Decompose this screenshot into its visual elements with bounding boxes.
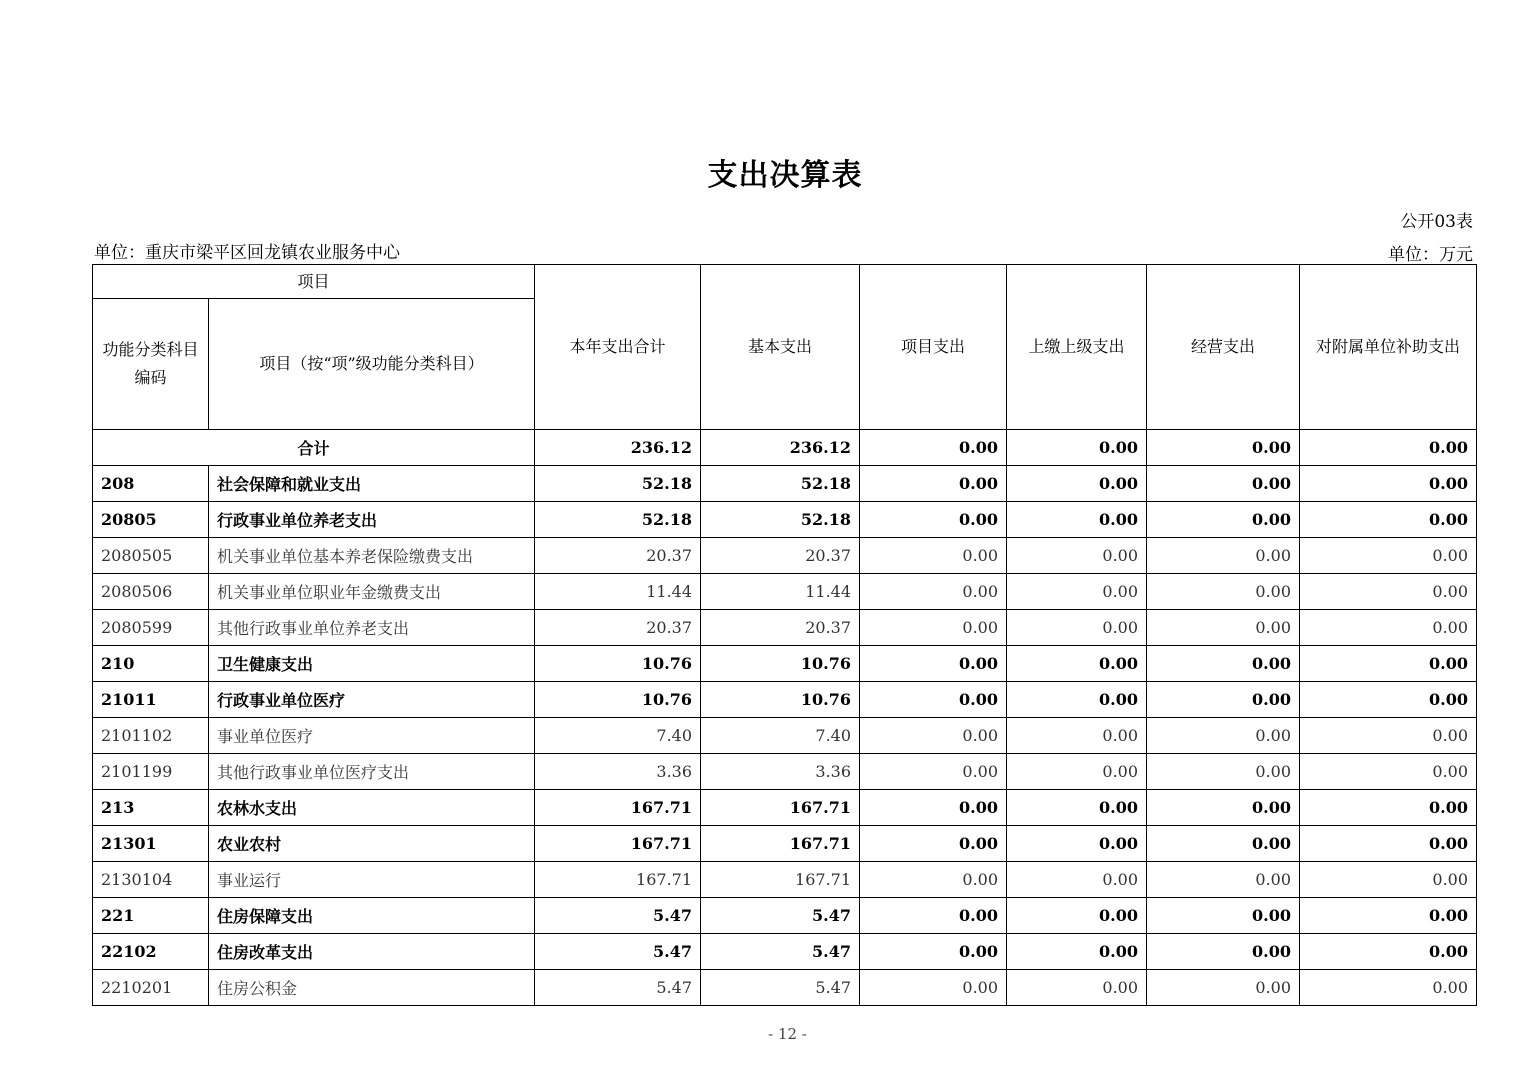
row-value: 0.00 <box>1300 538 1477 574</box>
row-name: 住房保障支出 <box>209 898 535 934</box>
row-value: 52.18 <box>701 502 860 538</box>
row-value: 5.47 <box>535 970 701 1006</box>
row-value: 0.00 <box>1147 574 1300 610</box>
row-value: 0.00 <box>1300 682 1477 718</box>
row-value: 0.00 <box>1300 898 1477 934</box>
row-value: 5.47 <box>701 970 860 1006</box>
row-code: 2101199 <box>93 754 209 790</box>
row-value: 0.00 <box>1300 610 1477 646</box>
expenditure-table <box>92 264 1477 1006</box>
row-code: 2080506 <box>93 574 209 610</box>
row-value: 11.44 <box>701 574 860 610</box>
row-value: 0.00 <box>1147 610 1300 646</box>
row-name: 行政事业单位医疗 <box>209 682 535 718</box>
row-code: 221 <box>93 898 209 934</box>
row-value: 0.00 <box>860 826 1007 862</box>
row-code: 208 <box>93 466 209 502</box>
row-value: 0.00 <box>1007 934 1147 970</box>
row-value: 0.00 <box>1147 898 1300 934</box>
row-value: 7.40 <box>701 718 860 754</box>
row-value: 3.36 <box>535 754 701 790</box>
table-row <box>93 934 1477 970</box>
row-value: 20.37 <box>535 538 701 574</box>
table-row <box>93 466 1477 502</box>
row-value: 167.71 <box>701 790 860 826</box>
row-value: 0.00 <box>1300 970 1477 1006</box>
table-row <box>93 898 1477 934</box>
row-value: 0.00 <box>1147 754 1300 790</box>
row-value: 0.00 <box>860 898 1007 934</box>
header-basic: 基本支出 <box>701 265 860 430</box>
row-value: 0.00 <box>1007 790 1147 826</box>
row-value: 3.36 <box>701 754 860 790</box>
row-code: 2101102 <box>93 718 209 754</box>
row-value: 0.00 <box>1007 574 1147 610</box>
form-number: 公开03表 <box>1400 212 1473 232</box>
row-name: 机关事业单位职业年金缴费支出 <box>209 574 535 610</box>
row-value: 0.00 <box>860 862 1007 898</box>
row-value: 167.71 <box>535 862 701 898</box>
page-number: - 12 - <box>768 1025 807 1043</box>
table-row <box>93 718 1477 754</box>
row-code: 2210201 <box>93 970 209 1006</box>
row-value: 0.00 <box>1147 466 1300 502</box>
row-value: 0.00 <box>1007 718 1147 754</box>
row-value: 0.00 <box>1007 538 1147 574</box>
row-value: 10.76 <box>535 682 701 718</box>
row-name: 卫生健康支出 <box>209 646 535 682</box>
row-code: 21011 <box>93 682 209 718</box>
header-code: 功能分类科目编码 <box>93 299 209 430</box>
row-code: 2130104 <box>93 862 209 898</box>
row-value: 0.00 <box>1147 826 1300 862</box>
header-project: 项目 <box>93 265 535 299</box>
row-value: 0.00 <box>860 646 1007 682</box>
row-value: 10.76 <box>701 646 860 682</box>
row-name: 其他行政事业单位养老支出 <box>209 610 535 646</box>
row-value: 0.00 <box>1300 466 1477 502</box>
row-value: 5.47 <box>535 898 701 934</box>
row-value: 0.00 <box>860 682 1007 718</box>
page-title: 支出决算表 <box>707 158 863 193</box>
row-value: 0.00 <box>1147 538 1300 574</box>
row-value: 0.00 <box>860 574 1007 610</box>
table-row <box>93 754 1477 790</box>
row-name: 住房公积金 <box>209 970 535 1006</box>
row-value: 167.71 <box>701 826 860 862</box>
row-value: 0.00 <box>1147 970 1300 1006</box>
row-code: 22102 <box>93 934 209 970</box>
total-value: 0.00 <box>1007 430 1147 466</box>
row-value: 0.00 <box>1300 574 1477 610</box>
row-value: 0.00 <box>860 790 1007 826</box>
row-value: 0.00 <box>1007 646 1147 682</box>
row-value: 10.76 <box>701 682 860 718</box>
row-value: 11.44 <box>535 574 701 610</box>
total-row <box>93 430 1477 466</box>
row-value: 0.00 <box>1007 466 1147 502</box>
row-value: 0.00 <box>1007 862 1147 898</box>
row-code: 213 <box>93 790 209 826</box>
row-value: 20.37 <box>535 610 701 646</box>
row-value: 0.00 <box>1007 682 1147 718</box>
row-name: 机关事业单位基本养老保险缴费支出 <box>209 538 535 574</box>
row-name: 事业运行 <box>209 862 535 898</box>
row-value: 0.00 <box>860 538 1007 574</box>
row-value: 0.00 <box>860 718 1007 754</box>
table-row <box>93 682 1477 718</box>
header-item-name: 项目（按“项”级功能分类科目） <box>209 299 535 430</box>
row-value: 0.00 <box>860 754 1007 790</box>
total-value: 0.00 <box>860 430 1007 466</box>
row-value: 0.00 <box>1147 862 1300 898</box>
reporting-unit: 单位：重庆市梁平区回龙镇农业服务中心 <box>94 243 400 263</box>
row-value: 0.00 <box>1300 826 1477 862</box>
row-value: 167.71 <box>535 826 701 862</box>
row-value: 10.76 <box>535 646 701 682</box>
row-value: 20.37 <box>701 610 860 646</box>
row-value: 7.40 <box>535 718 701 754</box>
row-value: 0.00 <box>1300 862 1477 898</box>
row-value: 0.00 <box>1007 502 1147 538</box>
row-value: 0.00 <box>1007 610 1147 646</box>
table-row <box>93 502 1477 538</box>
row-name: 住房改革支出 <box>209 934 535 970</box>
row-value: 5.47 <box>701 934 860 970</box>
header-project-expenditure: 项目支出 <box>860 265 1007 430</box>
row-value: 0.00 <box>1007 898 1147 934</box>
row-name: 农林水支出 <box>209 790 535 826</box>
row-value: 167.71 <box>701 862 860 898</box>
total-value: 0.00 <box>1147 430 1300 466</box>
row-name: 事业单位医疗 <box>209 718 535 754</box>
table-row <box>93 790 1477 826</box>
table-row <box>93 646 1477 682</box>
row-value: 0.00 <box>860 970 1007 1006</box>
row-code: 20805 <box>93 502 209 538</box>
table-row <box>93 826 1477 862</box>
row-value: 0.00 <box>860 934 1007 970</box>
row-name: 其他行政事业单位医疗支出 <box>209 754 535 790</box>
row-value: 52.18 <box>701 466 860 502</box>
row-value: 5.47 <box>535 934 701 970</box>
row-value: 0.00 <box>1007 754 1147 790</box>
row-value: 0.00 <box>1300 646 1477 682</box>
total-value: 236.12 <box>535 430 701 466</box>
row-value: 0.00 <box>860 610 1007 646</box>
header-total: 本年支出合计 <box>535 265 701 430</box>
row-name: 行政事业单位养老支出 <box>209 502 535 538</box>
header-operating: 经营支出 <box>1147 265 1300 430</box>
header-remit: 上缴上级支出 <box>1007 265 1147 430</box>
currency-unit: 单位：万元 <box>1388 245 1473 265</box>
table-row <box>93 970 1477 1006</box>
row-value: 0.00 <box>860 466 1007 502</box>
row-value: 0.00 <box>860 502 1007 538</box>
row-value: 52.18 <box>535 502 701 538</box>
total-label: 合计 <box>93 430 535 466</box>
header-subsidy: 对附属单位补助支出 <box>1300 265 1477 430</box>
row-value: 20.37 <box>701 538 860 574</box>
row-value: 52.18 <box>535 466 701 502</box>
row-value: 0.00 <box>1147 502 1300 538</box>
total-value: 0.00 <box>1300 430 1477 466</box>
row-value: 0.00 <box>1007 970 1147 1006</box>
row-value: 0.00 <box>1300 754 1477 790</box>
row-code: 2080599 <box>93 610 209 646</box>
row-value: 0.00 <box>1147 790 1300 826</box>
row-code: 2080505 <box>93 538 209 574</box>
row-value: 0.00 <box>1147 718 1300 754</box>
row-name: 农业农村 <box>209 826 535 862</box>
table-row <box>93 574 1477 610</box>
row-value: 167.71 <box>535 790 701 826</box>
row-code: 21301 <box>93 826 209 862</box>
row-code: 210 <box>93 646 209 682</box>
row-value: 0.00 <box>1300 718 1477 754</box>
table-row <box>93 862 1477 898</box>
row-value: 0.00 <box>1147 682 1300 718</box>
row-value: 5.47 <box>701 898 860 934</box>
row-name: 社会保障和就业支出 <box>209 466 535 502</box>
total-value: 236.12 <box>701 430 860 466</box>
row-value: 0.00 <box>1300 790 1477 826</box>
row-value: 0.00 <box>1147 934 1300 970</box>
row-value: 0.00 <box>1147 646 1300 682</box>
table-row <box>93 538 1477 574</box>
row-value: 0.00 <box>1300 934 1477 970</box>
row-value: 0.00 <box>1007 826 1147 862</box>
table-row <box>93 610 1477 646</box>
row-value: 0.00 <box>1300 502 1477 538</box>
